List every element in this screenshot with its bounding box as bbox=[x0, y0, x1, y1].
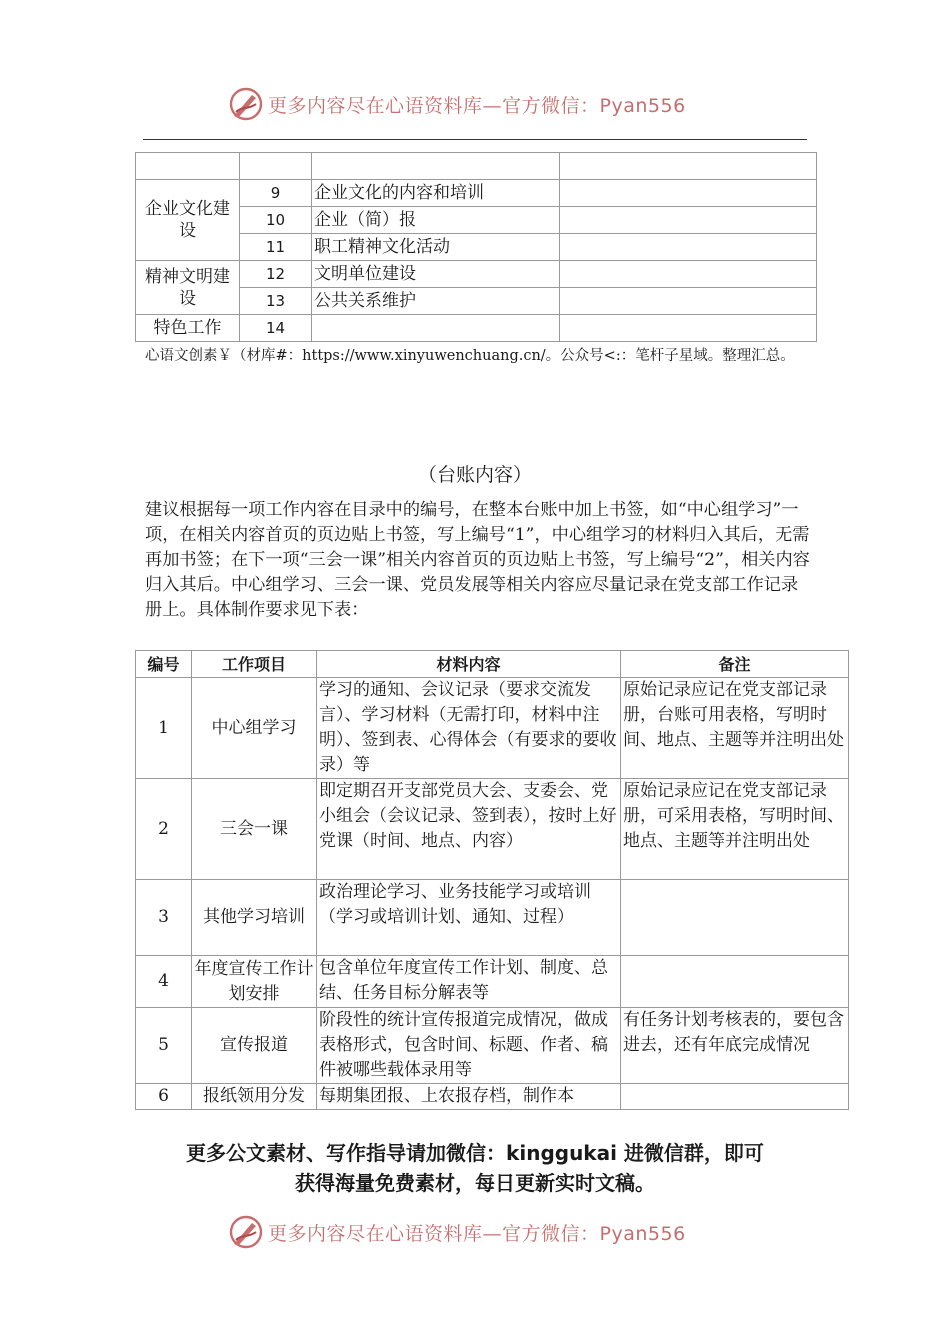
category-cell: 精神文明建设 bbox=[136, 261, 240, 315]
item-cell: 职工精神文化活动 bbox=[312, 234, 560, 261]
item-cell: 三会一课 bbox=[192, 779, 317, 880]
note-cell: 原始记录应记在党支部记录册，台账可用表格，写明时间、地点、主题等并注明出处 bbox=[621, 678, 849, 779]
section-heading: （台账内容） bbox=[417, 464, 532, 486]
number-cell: 11 bbox=[240, 234, 312, 261]
note-cell bbox=[560, 315, 817, 342]
material-cell: 包含单位年度宣传工作计划、制度、总结、任务目标分解表等 bbox=[317, 956, 621, 1008]
category-cell: 特色工作 bbox=[136, 315, 240, 342]
table-row bbox=[136, 678, 849, 779]
note-cell: 原始记录应记在党支部记录册，可采用表格，写明时间、地点、主题等并注明出处 bbox=[621, 779, 849, 880]
note-cell bbox=[621, 1084, 849, 1110]
header-work-item: 工作项目 bbox=[192, 651, 317, 678]
material-cell: 阶段性的统计宣传报道完成情况，做成表格形式，包含时间、标题、作者、稿件被哪些载体录用等 bbox=[317, 1008, 621, 1084]
number-cell: 13 bbox=[240, 288, 312, 315]
banner-text: 更多内容尽在心语资料库—官方微信：Pyan556 bbox=[268, 1223, 686, 1245]
item-cell: 企业文化的内容和培训 bbox=[312, 180, 560, 207]
note-cell bbox=[560, 207, 817, 234]
table-cell bbox=[240, 153, 312, 180]
number-cell: 10 bbox=[240, 207, 312, 234]
number-cell: 12 bbox=[240, 261, 312, 288]
table-row bbox=[136, 153, 817, 180]
note-cell bbox=[621, 956, 849, 1008]
table-row bbox=[136, 180, 817, 207]
category-cell: 企业文化建设 bbox=[136, 180, 240, 261]
item-cell: 公共关系维护 bbox=[312, 288, 560, 315]
number-cell: 5 bbox=[136, 1008, 192, 1084]
item-cell: 报纸领用分发 bbox=[192, 1084, 317, 1110]
promo-text bbox=[0, 1138, 950, 1198]
header-material: 材料内容 bbox=[317, 651, 621, 678]
number-cell: 4 bbox=[136, 956, 192, 1008]
table-header-row bbox=[136, 651, 849, 678]
note-cell bbox=[560, 288, 817, 315]
number-cell: 2 bbox=[136, 779, 192, 880]
material-cell: 政治理论学习、业务技能学习或培训（学习或培训计划、通知、过程） bbox=[317, 880, 621, 956]
material-cell: 学习的通知、会议记录（要求交流发言）、学习材料（无需打印，材料中注明）、签到表、心得体会（有要求的要收录）等 bbox=[317, 678, 621, 779]
table-row bbox=[136, 1008, 849, 1084]
note-cell bbox=[560, 180, 817, 207]
item-cell bbox=[312, 315, 560, 342]
source-note: 心语文创素￥（材库#：https://www.xinyuwenchuang.cn/。公众号<:：笔杆子星域。整理汇总。 bbox=[145, 348, 795, 364]
promo-line-2: 获得海量免费素材，每日更新实时文稿。 bbox=[295, 1171, 655, 1195]
number-cell: 9 bbox=[240, 180, 312, 207]
item-cell: 文明单位建设 bbox=[312, 261, 560, 288]
table-row bbox=[136, 261, 817, 288]
item-cell: 宣传报道 bbox=[192, 1008, 317, 1084]
header-banner bbox=[228, 84, 748, 124]
item-cell: 中心组学习 bbox=[192, 678, 317, 779]
material-cell: 即定期召开支部党员大会、支委会、党小组会（会议记录、签到表），按时上好党课（时间、地点、内容） bbox=[317, 779, 621, 880]
number-cell: 1 bbox=[136, 678, 192, 779]
table-row bbox=[136, 956, 849, 1008]
note-cell: 有任务计划考核表的，要包含进去，还有年底完成情况 bbox=[621, 1008, 849, 1084]
header-divider bbox=[143, 139, 807, 140]
table-cell bbox=[312, 153, 560, 180]
item-cell: 年度宣传工作计划安排 bbox=[192, 956, 317, 1008]
number-cell: 14 bbox=[240, 315, 312, 342]
footer-banner bbox=[228, 1212, 748, 1252]
note-cell bbox=[560, 234, 817, 261]
catalog-table bbox=[135, 152, 817, 342]
number-cell: 6 bbox=[136, 1084, 192, 1110]
promo-line-1: 更多公文素材、写作指导请加微信：kinggukai 进微信群，即可 bbox=[186, 1141, 764, 1165]
number-cell: 3 bbox=[136, 880, 192, 956]
body-paragraph: 建议根据每一项工作内容在目录中的编号，在整本台账中加上书签，如“中心组学习”一项，在相关内容首页的页边贴上书签，写上编号“1”，中心组学习的材料归入其后，无需再加书签；在下一项“三会一课”相关内容首页的页边贴上书签，写上编号“2”，相关内容归入其后。中心组学习、三会一课、党员发展等相关内容应尽量记录在党支部工作记录册上。具体制作要求见下表： bbox=[145, 500, 810, 620]
note-cell bbox=[560, 261, 817, 288]
header-number: 编号 bbox=[136, 651, 192, 678]
item-cell: 其他学习培训 bbox=[192, 880, 317, 956]
table-row bbox=[136, 880, 849, 956]
note-cell bbox=[621, 880, 849, 956]
material-cell: 每期集团报、上农报存档，制作本 bbox=[317, 1084, 621, 1110]
table-row bbox=[136, 315, 817, 342]
ledger-requirements-table bbox=[135, 650, 849, 1110]
header-remark: 备注 bbox=[621, 651, 849, 678]
writing-hand-logo-icon bbox=[228, 86, 264, 122]
table-cell bbox=[560, 153, 817, 180]
banner-text: 更多内容尽在心语资料库—官方微信：Pyan556 bbox=[268, 95, 686, 117]
table-row bbox=[136, 1084, 849, 1110]
table-cell bbox=[136, 153, 240, 180]
writing-hand-logo-icon bbox=[228, 1214, 264, 1250]
item-cell: 企业（简）报 bbox=[312, 207, 560, 234]
table-row bbox=[136, 779, 849, 880]
